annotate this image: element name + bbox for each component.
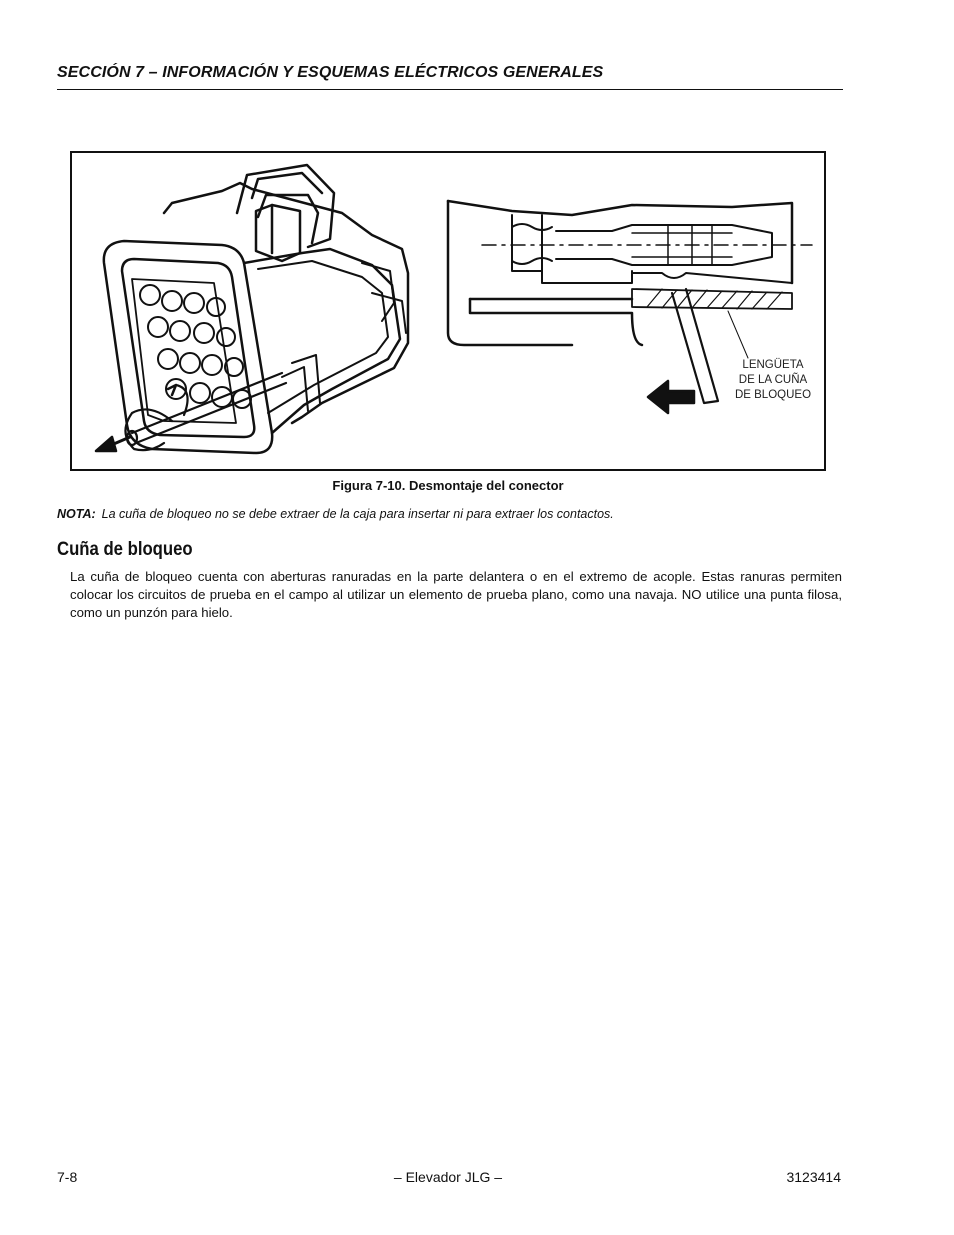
cross-section-drawing <box>448 201 812 345</box>
section-heading: Cuña de bloqueo <box>57 539 193 560</box>
note-label: NOTA: <box>57 507 96 521</box>
figure-caption: Figura 7-10. Desmontaje del conector <box>332 478 564 493</box>
footer-title: – Elevador JLG – <box>393 1169 503 1185</box>
callout-leader <box>728 311 748 358</box>
push-arrow <box>648 381 694 413</box>
section-header-title: SECCIÓN 7 – INFORMACIÓN Y ESQUEMAS ELÉCTRICOS GENERALES <box>57 64 604 81</box>
note <box>57 507 614 521</box>
header-rule <box>57 89 843 90</box>
note-text: La cuña de bloqueo no se debe extraer de la caja para insertar ni para extraer los contactos. <box>101 507 614 521</box>
page-number: 7-8 <box>57 1169 78 1185</box>
section-body-text: La cuña de bloqueo cuenta con aberturas ranuradas en la parte delantera o en el extremo de acople. Estas ranuras permiten colocar los circuitos de prueba en el campo al utilizar un elemento de prueba plano, como una navaja. NO utilice una punta filosa, como un punzón para hielo. <box>70 569 842 620</box>
contact-holes <box>140 285 251 408</box>
locking-wedge-tab-label: LENGÜETA DE LA CUÑA DE BLOQUEO <box>734 359 812 401</box>
document-number: 3123414 <box>786 1169 841 1185</box>
pull-arrow <box>96 437 130 451</box>
connector-illustration <box>72 153 826 471</box>
figure-connector-disassembly <box>70 151 826 471</box>
